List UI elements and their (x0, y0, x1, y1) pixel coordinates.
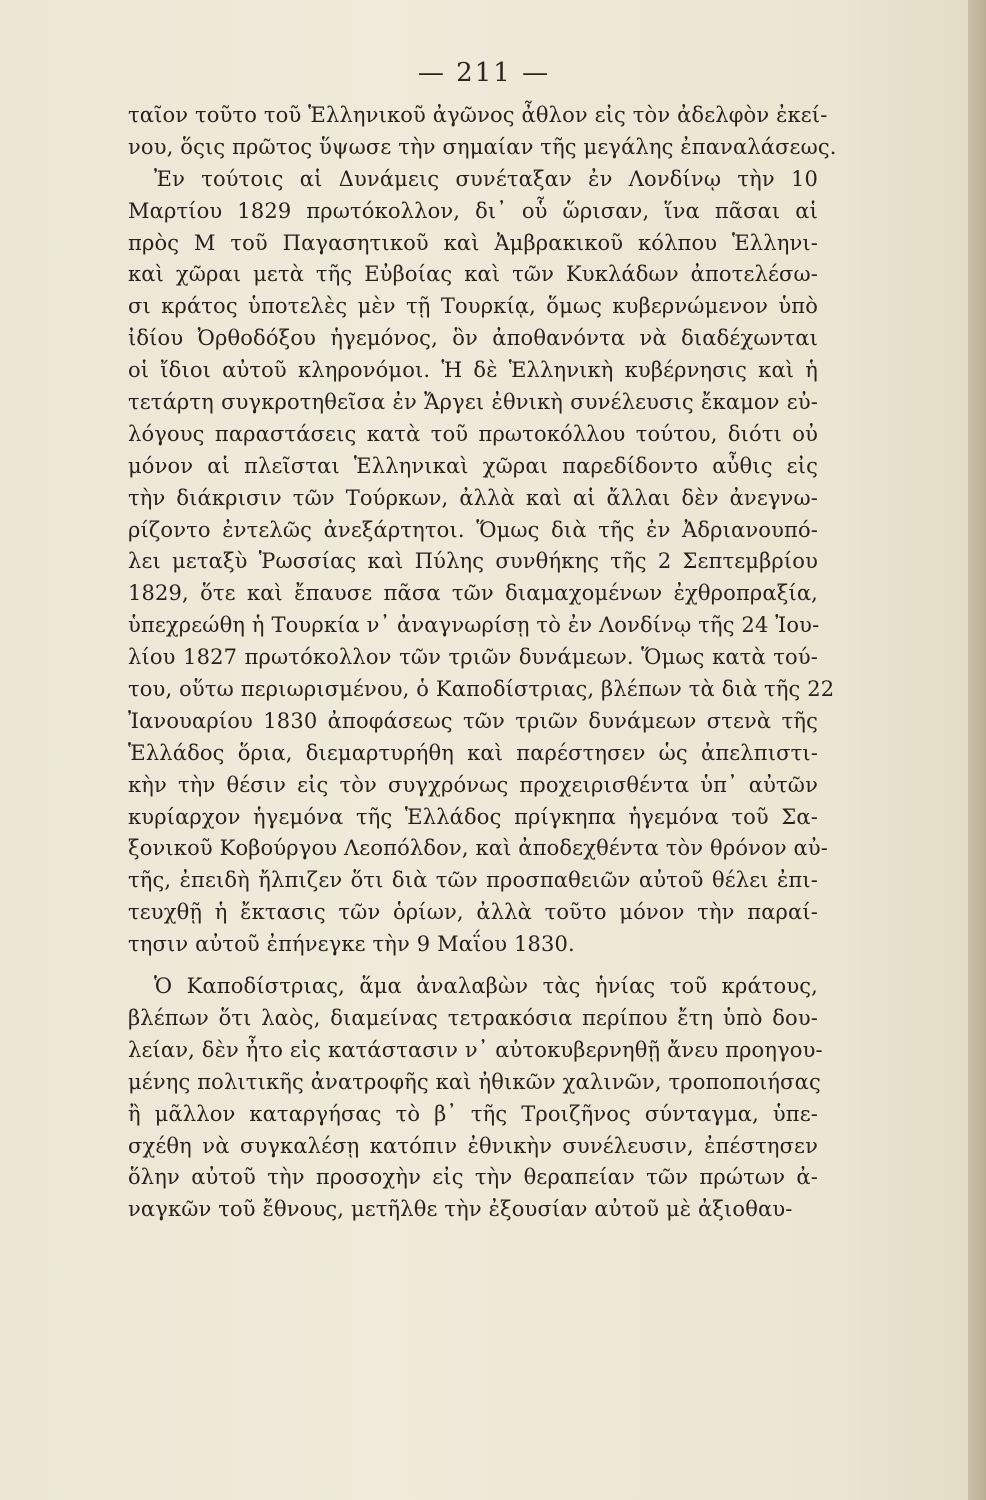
text-line: λει μεταξὺ Ῥωσσίας καὶ Πύλης συνθήκης τῆς 2 Σεπτεμβρίου (128, 549, 818, 574)
text-line: ἢ μᾶλλον καταργήσας τὸ β᾽ τῆς Τροιζῆνος σύνταγμα, ὑπε- (128, 1101, 818, 1126)
page-edge (968, 0, 986, 1500)
text-line: ναγκῶν τοῦ ἔθνους, μετῆλθε τὴν ἐξουσίαν αὐτοῦ μὲ ἀξιοθαυ- (128, 1197, 793, 1222)
text-line: σι κράτος ὑποτελὲς μὲν τῇ Τουρκίᾳ, ὅμως κυβερνώμενον ὑπὸ (128, 294, 818, 319)
text-line: Μαρτίου 1829 πρωτόκολλον, δι᾽ οὗ ὥρισαν, ἵνα πᾶσαι αἱ (128, 198, 818, 223)
text-line: τῆς, ἐπειδὴ ἤλπιζεν ὅτι διὰ τῶν προσπαθειῶν αὐτοῦ θέλει ἐπι- (128, 868, 818, 893)
page-number: — 211 — (417, 58, 551, 88)
text-line: ἰδίου Ὀρθοδόξου ἡγεμόνος, ὃν ἀποθανόντα νὰ διαδέχωνται (128, 326, 818, 351)
text-line: λείαν, δὲν ἦτο εἰς κατάστασιν ν᾽ αὐτοκυβερνηθῇ ἄνευ προηγου- (128, 1037, 823, 1062)
text-line: λίου 1827 πρωτόκολλον τῶν τριῶν δυνάμεων. Ὅμως κατὰ τού- (128, 645, 818, 670)
text-line: 1829, ὅτε καὶ ἔπαυσε πᾶσα τῶν διαμαχομένων ἐχθροπραξία, (128, 581, 818, 606)
text-line: βλέπων ὅτι λαὸς, διαμείνας τετρακόσια περίπου ἔτη ὑπὸ δου- (128, 1005, 818, 1030)
text-line: μόνον αἱ πλεῖσται Ἑλληνικαὶ χῶραι παρεδίδοντο αὖθις εἰς (128, 453, 818, 478)
text-line: κυρίαρχον ἡγεμόνα τῆς Ἑλλάδος πρίγκηπα ἡγεμόνα τοῦ Σα- (128, 804, 818, 829)
text-line: ὅλην αὐτοῦ τὴν προσοχὴν εἰς τὴν θεραπείαν τῶν πρώτων ἀ- (128, 1165, 818, 1190)
text-line: πρὸς Μ τοῦ Παγασητικοῦ καὶ Ἀμβρακικοῦ κόλπου Ἑλληνι- (128, 230, 818, 255)
text-line: κὴν τὴν θέσιν εἰς τὸν συγχρόνως προχειρισθέντα ὑπ᾽ αὐτῶν (128, 772, 818, 797)
text-line: Ἐν τούτοις αἱ Δυνάμεις συνέταξαν ἐν Λονδίνῳ τὴν 10 (154, 166, 818, 191)
paragraph (128, 971, 823, 1226)
paragraph (128, 164, 835, 961)
paragraph (128, 100, 837, 164)
text-line: μένης πολιτικῆς ἀνατροφῆς καὶ ἠθικῶν χαλινῶν, τροποποιήσας (128, 1069, 821, 1094)
text-line: καὶ χῶραι μετὰ τῆς Εὐβοίας καὶ τῶν Κυκλάδων ἀποτελέσω- (128, 262, 818, 287)
text-line: ξονικοῦ Κοβούργου Λεοπόλδον, καὶ ἀποδεχθέντα τὸν θρόνον αὐ- (128, 836, 829, 861)
text-line: Ἑλλάδος ὅρια, διεμαρτυρήθη καὶ παρέστησεν ὡς ἀπελπιστι- (128, 740, 818, 765)
text-line: τετάρτη συγκροτηθεῖσα ἐν Ἄργει ἐθνικὴ συνέλευσις ἔκαμον εὐ- (128, 390, 818, 415)
text-line: ταῖον τοῦτο τοῦ Ἑλληνικοῦ ἀγῶνος ἆθλον εἰς τὸν ἀδελφὸν ἐκεί- (128, 103, 828, 127)
text-line: σχέθη νὰ συγκαλέσῃ κατόπιν ἐθνικὴν συνέλευσιν, ἐπέστησεν (128, 1133, 818, 1158)
text-line: τευχθῇ ἡ ἔκτασις τῶν ὁρίων, ἀλλὰ τοῦτο μόνον τὴν παραί- (128, 900, 818, 925)
text-line: ρίζοντο ἐντελῶς ἀνεξάρτητοι. Ὅμως διὰ τῆς ἐν Ἀδριανουπό- (128, 517, 818, 542)
text-line: τὴν διάκρισιν τῶν Τούρκων, ἀλλὰ καὶ αἱ ἄλλαι δὲν ἀνεγνω- (128, 485, 818, 510)
text-line: του, οὕτω περιωρισμένου, ὁ Καποδίστριας, βλέπων τὰ διὰ τῆς 22 (128, 677, 835, 702)
text-line: οἱ ἴδιοι αὐτοῦ κληρονόμοι. Ἡ δὲ Ἑλληνικὴ κυβέρνησις καὶ ἡ (128, 358, 818, 383)
text-line: Ἰανουαρίου 1830 ἀποφάσεως τῶν τριῶν δυνάμεων στενὰ τῆς (128, 708, 818, 733)
text-line: ὑπεχρεώθη ἡ Τουρκία ν᾽ ἀναγνωρίσῃ τὸ ἐν Λονδίνῳ τῆς 24 Ἰου- (128, 613, 820, 638)
text-line: τησιν αὐτοῦ ἐπήνεγκε τὴν 9 Μαΐου 1830. (128, 932, 575, 957)
text-line: νου, ὅςις πρῶτος ὕψωσε τὴν σημαίαν τῆς μεγάλης ἐπαναλάσεως. (128, 134, 837, 159)
text-line: Ὁ Καποδίστριας, ἅμα ἀναλαβὼν τὰς ἡνίας τοῦ κράτους, (154, 974, 818, 999)
paragraph-gap (128, 961, 818, 971)
text-line: λόγους παραστάσεις κατὰ τοῦ πρωτοκόλλου τούτου, διότι οὐ (128, 421, 818, 446)
body-text (128, 100, 837, 1226)
